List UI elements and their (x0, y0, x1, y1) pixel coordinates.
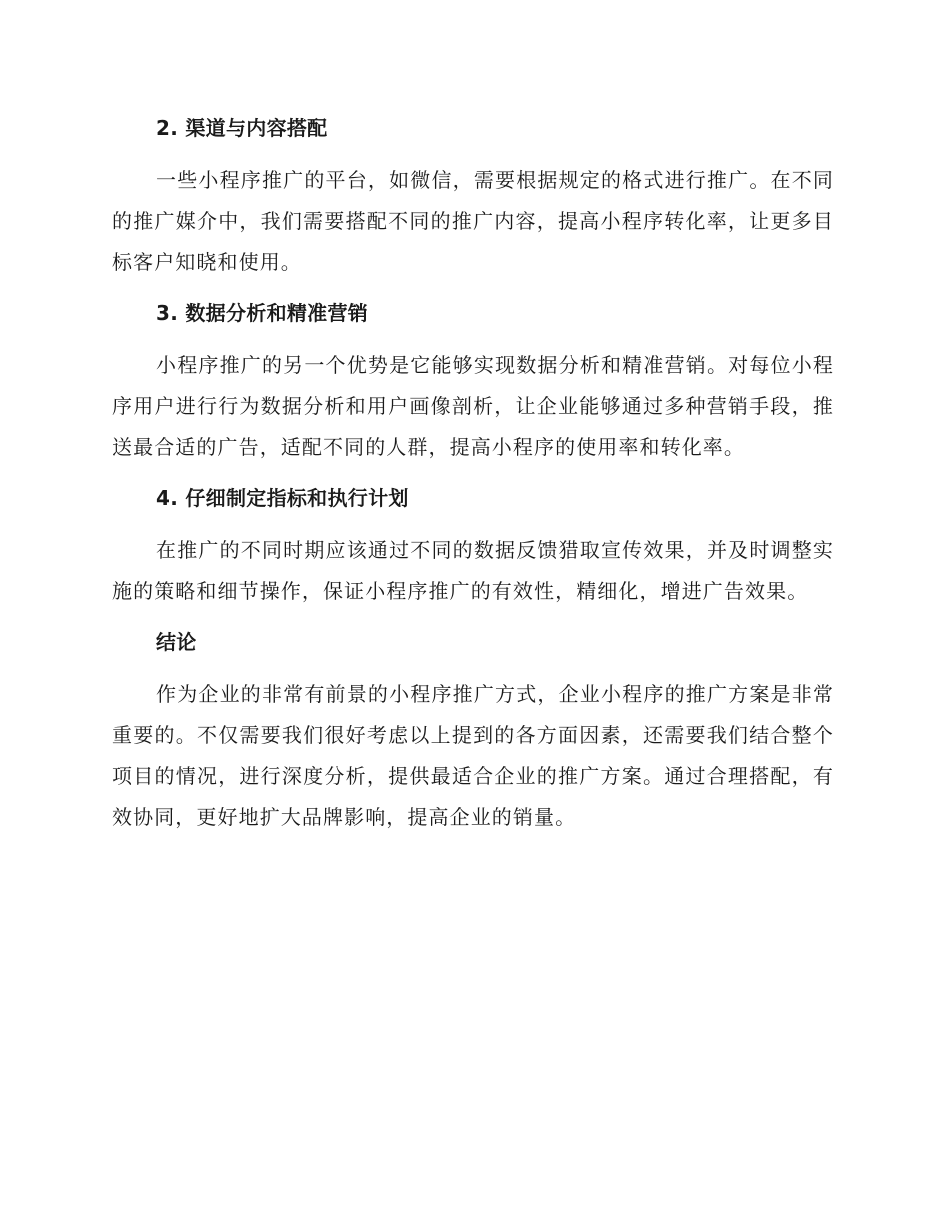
section-paragraph: 作为企业的非常有前景的小程序推广方式，企业小程序的推广方案是非常重要的。不仅需要我们很好考虑以上提到的各方面因素，还需要我们结合整个项目的情况，进行深度分析，提供最适合企业的推广方案。通过合理搭配，有效协同，更好地扩大品牌影响，提高企业的销量。 (112, 682, 834, 829)
section-channel-content (112, 108, 834, 283)
document-body (112, 108, 834, 848)
section-conclusion (112, 622, 834, 838)
section-paragraph: 在推广的不同时期应该通过不同的数据反馈猎取宣传效果，并及时调整实施的策略和细节操作，保证小程序推广的有效性，精细化，增进广告效果。 (112, 538, 834, 603)
section-heading: 3. 数据分析和精准营销 (156, 301, 369, 325)
section-heading: 2. 渠道与内容搭配 (156, 116, 328, 140)
section-heading: 结论 (156, 630, 197, 654)
section-paragraph: 小程序推广的另一个优势是它能够实现数据分析和精准营销。对每位小程序用户进行行为数据分析和用户画像剖析，让企业能够通过多种营销手段，推送最合适的广告，适配不同的人群，提高小程序的使用率和转化率。 (112, 353, 834, 459)
section-indicators-plan (112, 478, 834, 612)
section-paragraph: 一些小程序推广的平台，如微信，需要根据规定的格式进行推广。在不同的推广媒介中，我们需要搭配不同的推广内容，提高小程序转化率，让更多目标客户知晓和使用。 (112, 168, 834, 274)
section-data-analysis (112, 293, 834, 468)
section-heading: 4. 仔细制定指标和执行计划 (156, 486, 409, 510)
